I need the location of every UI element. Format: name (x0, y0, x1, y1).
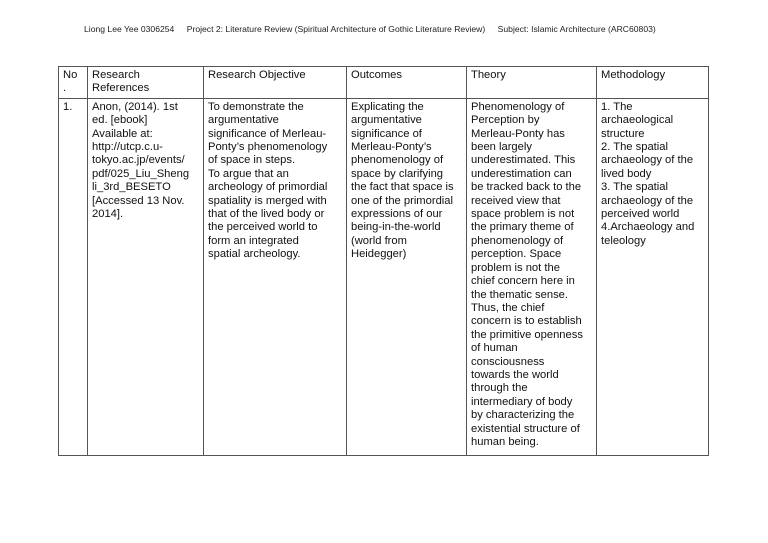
cell-methodology: 1. The archaeological structure 2. The spatial archaeology of the lived body 3. The spatial archaeology of the perceived world 4.Archaeology and teleology (597, 98, 709, 455)
page-header (84, 24, 744, 34)
cell-objective: To demonstrate the argumentative significance of Merleau- Ponty’s phenomenology of space in steps. To argue that an archeology of primordial spatiality is merged with that of the lived body or the perceived world to form an integrated spatial archeology. (204, 98, 347, 455)
column-header-research-references: Research References (88, 67, 204, 99)
column-header-no: No . (59, 67, 88, 99)
literature-review-table (58, 66, 709, 456)
column-header-outcomes: Outcomes (347, 67, 467, 99)
column-header-theory: Theory (467, 67, 597, 99)
header-project: Project 2: Literature Review (Spiritual Architecture of Gothic Literature Review) (186, 24, 486, 34)
table-header-row (59, 67, 709, 99)
cell-reference: Anon, (2014). 1st ed. [ebook] Available at: http://utcp.c.u- tokyo.ac.jp/events/ pdf/025_Liu_Sheng li_3rd_BESETO [Accessed 13 Nov. 2014]. (88, 98, 204, 455)
column-header-methodology: Methodology (597, 67, 709, 99)
table-row (59, 98, 709, 455)
cell-outcomes: Explicating the argumentative significance of Merleau-Ponty’s phenomenology of space by clarifying the fact that space is one of the primordial expressions of our being-in-the-world (world from Heidegger) (347, 98, 467, 455)
header-author: Liong Lee Yee 0306254 (84, 24, 175, 34)
cell-theory: Phenomenology of Perception by Merleau-Ponty has been largely underestimated. This underestimation can be tracked back to the received view that space problem is not the primary theme of phenomenology of perception. Space problem is not the chief concern here in the thematic sense. Thus, the chief concern is to establish the primitive openness of human consciousness towards the world through the intermediary of body by characterizing the existential structure of human being. (467, 98, 597, 455)
cell-no: 1. (59, 98, 88, 455)
column-header-research-objective: Research Objective (204, 67, 347, 99)
header-subject: Subject: Islamic Architecture (ARC60803) (497, 24, 656, 34)
